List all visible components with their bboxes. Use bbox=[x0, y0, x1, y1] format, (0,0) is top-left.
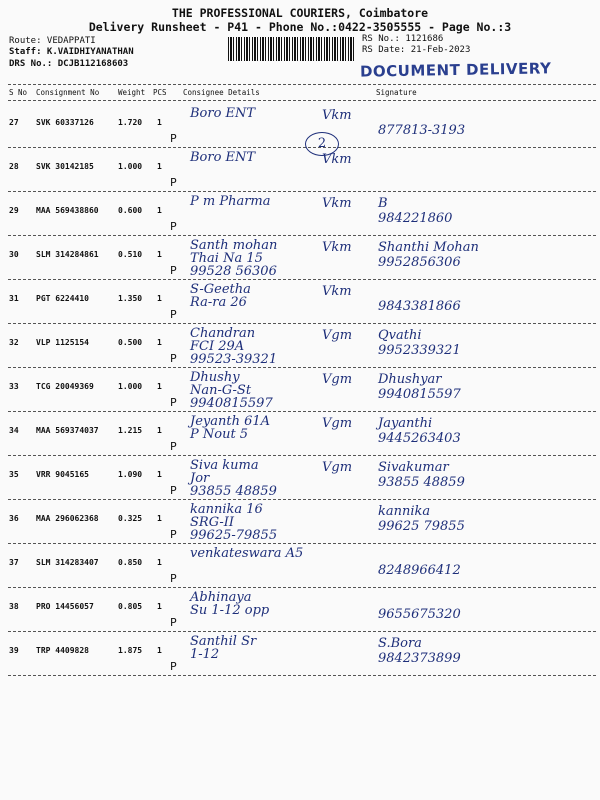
consignment-number: TRP 4409828 bbox=[36, 646, 89, 655]
weight-value: 1.875 bbox=[118, 646, 143, 655]
weight-value: 1.000 bbox=[118, 382, 143, 391]
p-mark: P bbox=[170, 352, 177, 365]
circled-note: 2 bbox=[305, 132, 339, 156]
table-row bbox=[0, 368, 600, 412]
col-signature: Signature bbox=[376, 88, 417, 97]
company-title: THE PROFESSIONAL COURIERS, Coimbatore bbox=[171, 6, 429, 20]
consignee-line-1: P m Pharma bbox=[190, 194, 271, 209]
pcs-value: 1 bbox=[157, 426, 162, 435]
table-row bbox=[0, 236, 600, 280]
signature-phone: 9952856306 bbox=[378, 255, 461, 270]
serial-number: 35 bbox=[9, 470, 19, 479]
p-mark: P bbox=[170, 572, 177, 585]
table-row bbox=[0, 324, 600, 368]
consignee-line-2: Ra-ra 26 bbox=[190, 295, 247, 310]
serial-number: 33 bbox=[9, 382, 19, 391]
serial-number: 27 bbox=[9, 118, 19, 127]
weight-value: 0.510 bbox=[118, 250, 143, 259]
p-mark: P bbox=[170, 308, 177, 321]
consignee-line-1: Dhushy bbox=[190, 370, 240, 385]
consignment-number: MAA 569374037 bbox=[36, 426, 99, 435]
consignee-phone: 93855 48859 bbox=[190, 484, 277, 499]
consignee-phone: 99523-39321 bbox=[190, 352, 278, 367]
table-row bbox=[0, 632, 600, 676]
area-code: Vgm bbox=[322, 416, 353, 431]
consignment-number: TCG 20049369 bbox=[36, 382, 94, 391]
header-divider-top bbox=[8, 84, 596, 85]
p-mark: P bbox=[170, 132, 177, 145]
consignee-line-2: SRG-II bbox=[190, 515, 234, 530]
p-mark: P bbox=[170, 616, 177, 629]
pcs-value: 1 bbox=[157, 558, 162, 567]
signature-phone: 8248966412 bbox=[378, 563, 461, 578]
consignee-line-1: Siva kuma bbox=[190, 458, 259, 473]
serial-number: 39 bbox=[9, 646, 19, 655]
table-row bbox=[0, 588, 600, 632]
serial-number: 34 bbox=[9, 426, 19, 435]
consignment-number: SLM 314284861 bbox=[36, 250, 99, 259]
weight-value: 1.215 bbox=[118, 426, 143, 435]
signature-name: Sivakumar bbox=[378, 460, 449, 475]
signature-phone: 877813-3193 bbox=[378, 123, 466, 138]
area-code: Vgm bbox=[322, 328, 353, 343]
consignee-line-1: Chandran bbox=[190, 326, 256, 341]
consignee-line-1: S-Geetha bbox=[190, 282, 251, 297]
signature-name: Jayanthi bbox=[378, 416, 433, 431]
serial-number: 30 bbox=[9, 250, 19, 259]
header-divider-bottom bbox=[8, 100, 596, 101]
consignee-line-2: Thai Na 15 bbox=[190, 251, 263, 266]
signature-phone: 9843381866 bbox=[378, 299, 461, 314]
consignee-line-2: Nan-G-St bbox=[190, 383, 252, 398]
weight-value: 1.720 bbox=[118, 118, 143, 127]
consignment-number: SLM 314283407 bbox=[36, 558, 99, 567]
consignee-line-2: 1-12 bbox=[190, 647, 220, 662]
staff-label: Staff: K.VAIDHIYANATHAN bbox=[9, 47, 134, 57]
rs-date: RS Date: 21-Feb-2023 bbox=[362, 45, 471, 55]
table-row bbox=[0, 412, 600, 456]
signature-phone: 99625 79855 bbox=[378, 519, 465, 534]
p-mark: P bbox=[170, 528, 177, 541]
consignment-number: SVK 60337126 bbox=[36, 118, 94, 127]
consignment-number: VLP 1125154 bbox=[36, 338, 89, 347]
pcs-value: 1 bbox=[157, 250, 162, 259]
table-row bbox=[0, 148, 600, 192]
rs-number: RS No.: 1121686 bbox=[362, 34, 444, 44]
signature-phone: 9842373899 bbox=[378, 651, 461, 666]
consignment-number: MAA 569438860 bbox=[36, 206, 99, 215]
weight-value: 1.090 bbox=[118, 470, 143, 479]
col-weight: Weight bbox=[118, 88, 146, 97]
p-mark: P bbox=[170, 264, 177, 277]
signature-name: Qvathi bbox=[378, 328, 422, 343]
consignee-line-2: Jor bbox=[190, 471, 210, 486]
signature-name: B bbox=[378, 196, 388, 211]
col-pcs: PCS bbox=[153, 88, 167, 97]
area-code: Vkm bbox=[322, 152, 352, 167]
weight-value: 0.500 bbox=[118, 338, 143, 347]
serial-number: 37 bbox=[9, 558, 19, 567]
consignee-line-1: venkateswara A5 bbox=[190, 546, 304, 561]
signature-phone: 9952339321 bbox=[378, 343, 461, 358]
pcs-value: 1 bbox=[157, 162, 162, 171]
area-code: Vkm bbox=[322, 108, 352, 123]
pcs-value: 1 bbox=[157, 470, 162, 479]
area-code: Vkm bbox=[322, 240, 352, 255]
area-code: Vkm bbox=[322, 284, 352, 299]
p-mark: P bbox=[170, 396, 177, 409]
p-mark: P bbox=[170, 440, 177, 453]
runsheet-title: Delivery Runsheet - P41 - Phone No.:0422-3505555 - Page No.:3 bbox=[88, 20, 512, 34]
weight-value: 0.325 bbox=[118, 514, 143, 523]
signature-name: Shanthi Mohan bbox=[378, 240, 479, 255]
consignee-line-1: Santh mohan bbox=[190, 238, 278, 253]
consignment-number: VRR 9045165 bbox=[36, 470, 89, 479]
col-sno: S No bbox=[9, 88, 28, 97]
consignee-line-2: FCI 29A bbox=[190, 339, 245, 354]
pcs-value: 1 bbox=[157, 338, 162, 347]
consignee-line-2: P Nout 5 bbox=[190, 427, 249, 442]
col-consignee: Consignee Details bbox=[183, 88, 260, 97]
table-row bbox=[0, 280, 600, 324]
table-row bbox=[0, 104, 600, 148]
signature-phone: 9655675320 bbox=[378, 607, 461, 622]
table-row bbox=[0, 544, 600, 588]
table-row bbox=[0, 500, 600, 544]
serial-number: 38 bbox=[9, 602, 19, 611]
weight-value: 1.350 bbox=[118, 294, 143, 303]
consignment-number: PRO 14456057 bbox=[36, 602, 94, 611]
consignee-line-1: Jeyanth 61A bbox=[190, 414, 271, 429]
p-mark: P bbox=[170, 660, 177, 673]
consignee-line-1: kannika 16 bbox=[190, 502, 263, 517]
col-consignment: Consignment No bbox=[36, 88, 100, 97]
serial-number: 31 bbox=[9, 294, 19, 303]
pcs-value: 1 bbox=[157, 646, 162, 655]
serial-number: 29 bbox=[9, 206, 19, 215]
consignee-line-2: Su 1-12 opp bbox=[190, 603, 270, 618]
pcs-value: 1 bbox=[157, 294, 162, 303]
barcode bbox=[228, 37, 354, 61]
weight-value: 0.850 bbox=[118, 558, 143, 567]
pcs-value: 1 bbox=[157, 602, 162, 611]
consignee-line-1: Santhil Sr bbox=[190, 634, 257, 649]
table-row bbox=[0, 192, 600, 236]
pcs-value: 1 bbox=[157, 206, 162, 215]
area-code: Vkm bbox=[322, 196, 352, 211]
serial-number: 28 bbox=[9, 162, 19, 171]
document-delivery-stamp: DOCUMENT DELIVERY bbox=[359, 59, 552, 81]
pcs-value: 1 bbox=[157, 382, 162, 391]
consignee-phone: 99625-79855 bbox=[190, 528, 278, 543]
signature-name: kannika bbox=[378, 504, 431, 519]
consignment-number: MAA 296062368 bbox=[36, 514, 99, 523]
p-mark: P bbox=[170, 176, 177, 189]
weight-value: 0.805 bbox=[118, 602, 143, 611]
row-divider bbox=[8, 675, 596, 676]
signature-phone: 9445263403 bbox=[378, 431, 461, 446]
serial-number: 32 bbox=[9, 338, 19, 347]
signature-phone: 9940815597 bbox=[378, 387, 461, 402]
p-mark: P bbox=[170, 220, 177, 233]
consignee-phone: 99528 56306 bbox=[190, 264, 277, 279]
signature-name: S.Bora bbox=[378, 636, 422, 651]
signature-phone: 984221860 bbox=[378, 211, 453, 226]
consignee-line-1: Boro ENT bbox=[190, 106, 256, 121]
table-row bbox=[0, 456, 600, 500]
consignee-phone: 9940815597 bbox=[190, 396, 273, 411]
pcs-value: 1 bbox=[157, 514, 162, 523]
consignee-line-1: Boro ENT bbox=[190, 150, 256, 165]
serial-number: 36 bbox=[9, 514, 19, 523]
consignment-number: SVK 30142185 bbox=[36, 162, 94, 171]
consignee-line-1: Abhinaya bbox=[190, 590, 252, 605]
area-code: Vgm bbox=[322, 460, 353, 475]
consignment-number: PGT 6224410 bbox=[36, 294, 89, 303]
signature-name: Dhushyar bbox=[378, 372, 442, 387]
signature-phone: 93855 48859 bbox=[378, 475, 465, 490]
weight-value: 0.600 bbox=[118, 206, 143, 215]
p-mark: P bbox=[170, 484, 177, 497]
drs-number: DRS No.: DCJB112168603 bbox=[9, 59, 129, 69]
area-code: Vgm bbox=[322, 372, 353, 387]
pcs-value: 1 bbox=[157, 118, 162, 127]
route-label: Route: VEDAPPATI bbox=[9, 36, 96, 46]
weight-value: 1.000 bbox=[118, 162, 143, 171]
